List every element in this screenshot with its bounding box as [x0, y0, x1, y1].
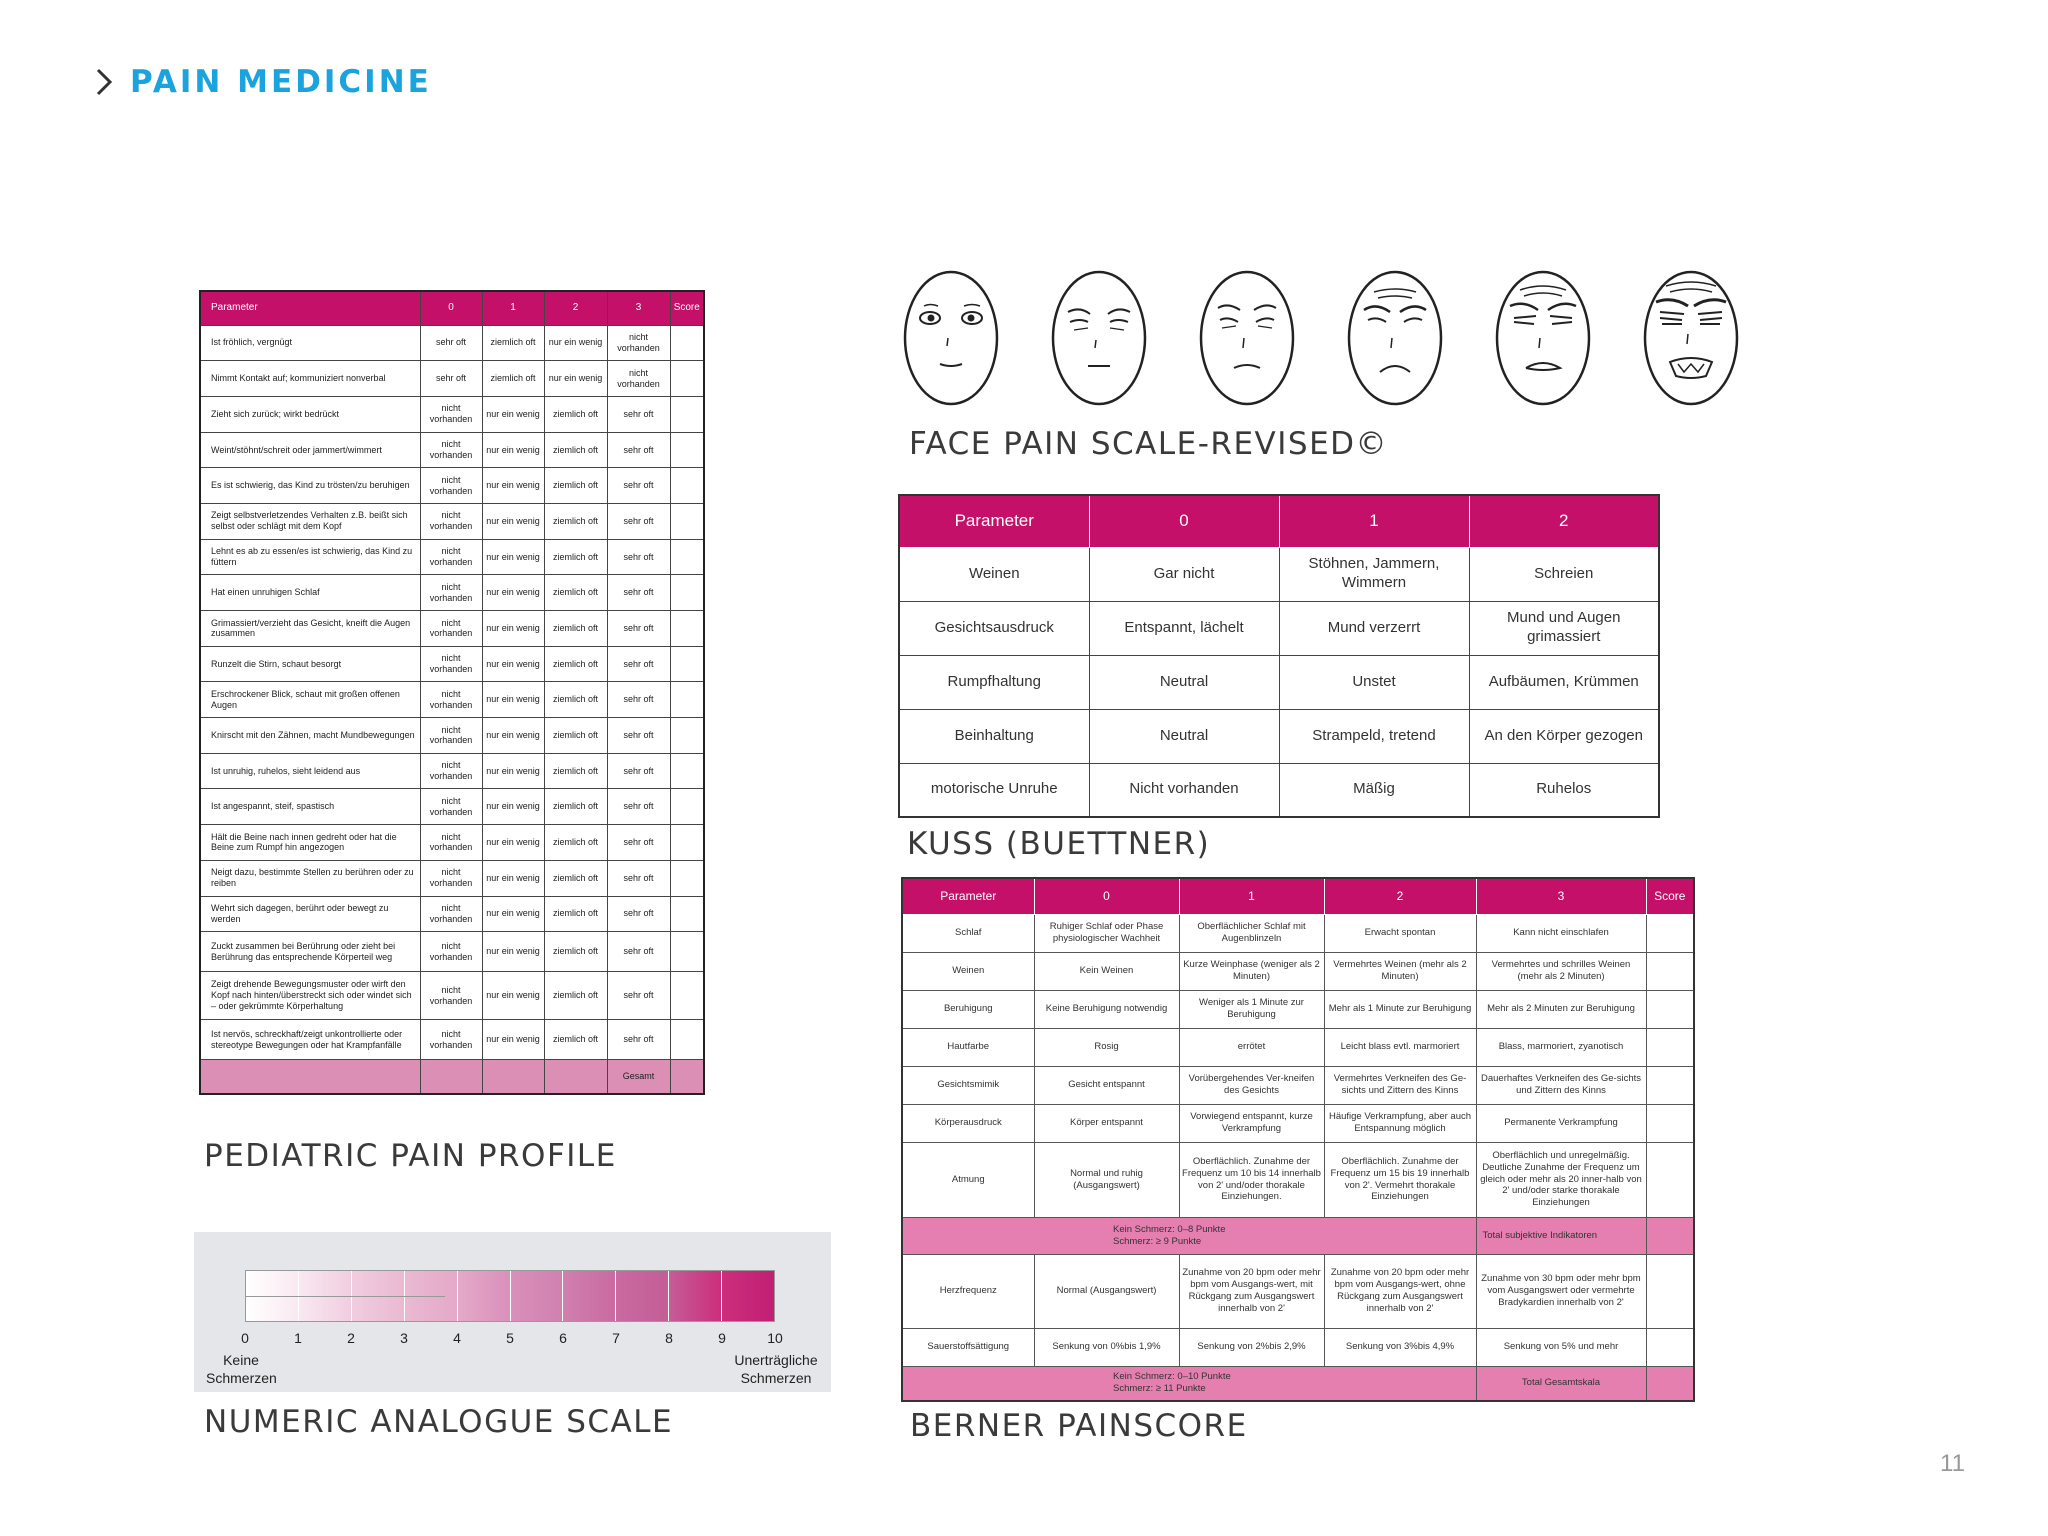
table-cell: ziemlich oft	[544, 468, 607, 504]
table-cell: Mund verzerrt	[1279, 601, 1469, 655]
score-cell[interactable]	[670, 825, 704, 861]
score-cell[interactable]	[1646, 990, 1694, 1028]
total-label: Gesamt	[607, 1060, 670, 1094]
score-cell[interactable]	[1646, 1066, 1694, 1104]
table-cell: ziemlich oft	[544, 789, 607, 825]
table-cell: nur ein wenig	[482, 468, 544, 504]
table-cell: nicht vorhanden	[420, 932, 482, 972]
table-row	[200, 718, 704, 754]
table-row	[200, 396, 704, 432]
table-cell: Körperausdruck	[902, 1104, 1034, 1142]
header-cell: 1	[1279, 495, 1469, 547]
table-cell: nur ein wenig	[482, 646, 544, 682]
score-cell[interactable]	[670, 503, 704, 539]
score-cell[interactable]	[670, 753, 704, 789]
face-0-icon	[900, 268, 1002, 408]
table-cell: Kein Weinen	[1034, 952, 1179, 990]
table-cell: nur ein wenig	[482, 682, 544, 718]
score-cell[interactable]	[670, 1020, 704, 1060]
table-header-row	[200, 291, 704, 325]
score-cell[interactable]	[670, 682, 704, 718]
scale-segment[interactable]	[616, 1271, 669, 1321]
table-cell: nur ein wenig	[482, 932, 544, 972]
table-cell: sehr oft	[607, 753, 670, 789]
score-cell[interactable]	[670, 646, 704, 682]
table-cell: nicht vorhanden	[420, 682, 482, 718]
table-cell: Beinhaltung	[899, 709, 1089, 763]
scale-right-label: Unerträgliche Schmerzen	[734, 1352, 818, 1386]
table-cell: Zunahme von 30 bpm oder mehr bpm vom Ausgangswert oder vermehrte Bradykardien innerhalb von 2'	[1476, 1254, 1646, 1328]
header-cell: Score	[670, 291, 704, 325]
score-cell[interactable]	[1646, 1254, 1694, 1328]
table-cell: ziemlich oft	[544, 972, 607, 1020]
total-criteria: Kein Schmerz: 0–10 Punkte Schmerz: ≥ 11 Punkte	[902, 1366, 1476, 1401]
score-cell[interactable]	[670, 932, 704, 972]
header-cell: 1	[1179, 878, 1324, 914]
table-cell: ziemlich oft	[544, 396, 607, 432]
table-cell: Kurze Weinphase (weniger als 2 Minuten)	[1179, 952, 1324, 990]
table-cell: nicht vorhanden	[420, 503, 482, 539]
table-cell: nicht vorhanden	[420, 432, 482, 468]
table-cell: Oberflächlich. Zunahme der Frequenz um 10 bis 14 innerhalb von 2' und/oder thorakale Einziehungen.	[1179, 1142, 1324, 1217]
table-header-row	[899, 495, 1659, 547]
table-cell: nicht vorhanden	[420, 718, 482, 754]
kuss-table	[898, 494, 1660, 818]
table-cell: nur ein wenig	[482, 972, 544, 1020]
scale-number: 2	[347, 1330, 355, 1346]
table-cell: Weinen	[902, 952, 1034, 990]
table-cell: Herzfrequenz	[902, 1254, 1034, 1328]
table-cell: Knirscht mit den Zähnen, macht Mundbewegungen	[200, 718, 420, 754]
table-row	[899, 547, 1659, 601]
table-cell: sehr oft	[607, 432, 670, 468]
score-cell[interactable]	[1646, 1104, 1694, 1142]
table-cell: Gesicht entspannt	[1034, 1066, 1179, 1104]
table-cell: nicht vorhanden	[420, 646, 482, 682]
table-cell: Ist fröhlich, vergnügt	[200, 325, 420, 361]
table-cell: Wehrt sich dagegen, berührt oder bewegt zu werden	[200, 896, 420, 932]
table-cell: Senkung von 2%bis 2,9%	[1179, 1328, 1324, 1366]
scale-segment[interactable]	[669, 1271, 722, 1321]
table-cell: sehr oft	[607, 539, 670, 575]
score-cell[interactable]	[1646, 1328, 1694, 1366]
score-cell[interactable]	[670, 575, 704, 611]
table-cell: sehr oft	[607, 825, 670, 861]
table-cell: Leicht blass evtl. marmoriert	[1324, 1028, 1476, 1066]
table-cell: Runzelt die Stirn, schaut besorgt	[200, 646, 420, 682]
table-cell: ziemlich oft	[482, 325, 544, 361]
table-cell: nicht vorhanden	[420, 972, 482, 1020]
table-cell: sehr oft	[607, 682, 670, 718]
table-cell: nicht vorhanden	[420, 1020, 482, 1060]
table-row	[200, 539, 704, 575]
face-2-icon	[1196, 268, 1298, 408]
table-cell: ziemlich oft	[544, 753, 607, 789]
table-cell: Ist unruhig, ruhelos, sieht leidend aus	[200, 753, 420, 789]
table-row	[902, 1254, 1694, 1328]
table-cell: nur ein wenig	[482, 396, 544, 432]
table-cell: Häufige Verkrampfung, aber auch Entspannung möglich	[1324, 1104, 1476, 1142]
table-cell: Oberflächlich und unregelmäßig. Deutliche Zunahme der Frequenz um gleich oder mehr als 20 inner-halb von 2' und/oder starke thorakale Einziehungen	[1476, 1142, 1646, 1217]
table-cell: nur ein wenig	[482, 539, 544, 575]
table-cell: motorische Unruhe	[899, 763, 1089, 817]
table-cell: Zeigt selbstverletzendes Verhalten z.B. beißt sich selbst oder schlägt mit dem Kopf	[200, 503, 420, 539]
table-cell: nicht vorhanden	[420, 753, 482, 789]
table-cell: sehr oft	[607, 611, 670, 647]
scale-number: 3	[400, 1330, 408, 1346]
table-cell: Atmung	[902, 1142, 1034, 1217]
table-cell: Weniger als 1 Minute zur Beruhigung	[1179, 990, 1324, 1028]
table-cell: Sauerstoffsättigung	[902, 1328, 1034, 1366]
face-1-icon	[1048, 268, 1150, 408]
table-cell: Senkung von 5% und mehr	[1476, 1328, 1646, 1366]
table-row	[902, 1328, 1694, 1366]
table-cell: Keine Beruhigung notwendig	[1034, 990, 1179, 1028]
table-row	[902, 990, 1694, 1028]
table-cell: Strampeld, tretend	[1279, 709, 1469, 763]
table-total-row	[200, 1060, 704, 1094]
table-row	[200, 361, 704, 397]
table-cell: Rumpfhaltung	[899, 655, 1089, 709]
subtotal-label: Total subjektive Indikatoren	[1476, 1217, 1646, 1254]
table-cell: ziemlich oft	[544, 1020, 607, 1060]
table-cell: Grimassiert/verzieht das Gesicht, kneift die Augen zusammen	[200, 611, 420, 647]
table-cell: Gesichtsmimik	[902, 1066, 1034, 1104]
table-row	[200, 1020, 704, 1060]
table-cell: ziemlich oft	[544, 575, 607, 611]
table-cell: Ruhelos	[1469, 763, 1659, 817]
table-cell: nur ein wenig	[482, 825, 544, 861]
scale-number: 10	[767, 1330, 783, 1346]
score-cell[interactable]	[670, 611, 704, 647]
table-cell: Rosig	[1034, 1028, 1179, 1066]
table-cell: Aufbäumen, Krümmen	[1469, 655, 1659, 709]
table-row	[200, 468, 704, 504]
table-cell: Lehnt es ab zu essen/es ist schwierig, das Kind zu füttern	[200, 539, 420, 575]
table-cell: Es ist schwierig, das Kind zu trösten/zu beruhigen	[200, 468, 420, 504]
table-cell: sehr oft	[607, 1020, 670, 1060]
table-cell: Blass, marmoriert, zyanotisch	[1476, 1028, 1646, 1066]
table-row	[200, 972, 704, 1020]
table-cell: sehr oft	[607, 718, 670, 754]
table-cell: sehr oft	[607, 789, 670, 825]
header-cell: 0	[1089, 495, 1279, 547]
table-cell: Oberflächlich. Zunahme der Frequenz um 15 bis 19 innerhalb von 2'. Vermehrt thorakale Einziehungen	[1324, 1142, 1476, 1217]
table-row	[902, 1028, 1694, 1066]
numeric-analogue-scale	[194, 1232, 831, 1392]
table-cell: sehr oft	[607, 972, 670, 1020]
table-row	[899, 601, 1659, 655]
table-cell: Senkung von 0%bis 1,9%	[1034, 1328, 1179, 1366]
table-cell: ziemlich oft	[544, 718, 607, 754]
table-row	[200, 325, 704, 361]
nas-title: NUMERIC ANALOGUE SCALE	[204, 1404, 674, 1440]
table-cell: sehr oft	[607, 932, 670, 972]
table-cell: Weint/stöhnt/schreit oder jammert/wimmert	[200, 432, 420, 468]
face-3-icon	[1344, 268, 1446, 408]
table-row	[200, 575, 704, 611]
total-row	[902, 1366, 1694, 1401]
berner-title: BERNER PAINSCORE	[910, 1408, 1248, 1444]
table-cell: nur ein wenig	[482, 432, 544, 468]
section-header	[90, 60, 432, 104]
table-cell: nicht vorhanden	[420, 860, 482, 896]
kuss-title: KUSS (BUETTNER)	[907, 826, 1211, 862]
table-cell: Hat einen unruhigen Schlaf	[200, 575, 420, 611]
table-cell: Neutral	[1089, 655, 1279, 709]
scale-left-label: Keine Schmerzen	[206, 1352, 277, 1386]
table-cell: Normal und ruhig (Ausgangswert)	[1034, 1142, 1179, 1217]
table-cell: Oberflächlicher Schlaf mit Augenblinzeln	[1179, 914, 1324, 952]
section-title: PAIN MEDICINE	[130, 64, 432, 100]
table-cell: ziemlich oft	[544, 825, 607, 861]
table-row	[200, 503, 704, 539]
score-cell[interactable]	[670, 468, 704, 504]
table-cell: Ist angespannt, steif, spastisch	[200, 789, 420, 825]
table-cell: Zeigt drehende Bewegungsmuster oder wirft den Kopf nach hinten/überstreckt sich oder windet sich – oder gekrümmte Körperhaltung	[200, 972, 420, 1020]
score-cell[interactable]	[670, 361, 704, 397]
table-cell: Normal (Ausgangswert)	[1034, 1254, 1179, 1328]
table-cell: Nimmt Kontakt auf; kommuniziert nonverbal	[200, 361, 420, 397]
header-cell: 2	[1469, 495, 1659, 547]
fps-title: FACE PAIN SCALE-REVISED©	[909, 426, 1389, 462]
table-cell: ziemlich oft	[544, 896, 607, 932]
table-cell: ziemlich oft	[482, 361, 544, 397]
table-cell: Stöhnen, Jammern, Wimmern	[1279, 547, 1469, 601]
face-4-icon	[1492, 268, 1594, 408]
score-cell[interactable]	[670, 325, 704, 361]
score-cell[interactable]	[670, 718, 704, 754]
table-cell: sehr oft	[607, 575, 670, 611]
scale-number: 9	[718, 1330, 726, 1346]
scale-number: 6	[559, 1330, 567, 1346]
table-cell: sehr oft	[420, 361, 482, 397]
table-cell: Entspannt, lächelt	[1089, 601, 1279, 655]
score-cell[interactable]	[670, 789, 704, 825]
table-row	[200, 682, 704, 718]
table-cell: Ist nervös, schreckhaft/zeigt unkontrollierte oder stereotype Bewegungen oder hat Krampfanfälle	[200, 1020, 420, 1060]
score-cell[interactable]	[670, 972, 704, 1020]
score-cell[interactable]	[1646, 1028, 1694, 1066]
scale-number: 0	[241, 1330, 249, 1346]
score-cell[interactable]	[670, 860, 704, 896]
header-cell: Parameter	[200, 291, 420, 325]
score-cell[interactable]	[670, 396, 704, 432]
table-cell: Unstet	[1279, 655, 1469, 709]
face-pain-scale-faces	[900, 268, 1746, 408]
table-cell: Gar nicht	[1089, 547, 1279, 601]
table-cell: ziemlich oft	[544, 503, 607, 539]
table-cell: Neigt dazu, bestimmte Stellen zu berühren oder zu reiben	[200, 860, 420, 896]
table-cell: Hautfarbe	[902, 1028, 1034, 1066]
score-cell[interactable]	[670, 432, 704, 468]
table-cell: ziemlich oft	[544, 932, 607, 972]
table-cell: Vorwiegend entspannt, kurze Verkrampfung	[1179, 1104, 1324, 1142]
scale-number: 4	[453, 1330, 461, 1346]
table-cell: Gesichtsausdruck	[899, 601, 1089, 655]
table-cell: sehr oft	[607, 646, 670, 682]
table-cell: Nicht vorhanden	[1089, 763, 1279, 817]
table-row	[200, 753, 704, 789]
table-cell: ziemlich oft	[544, 682, 607, 718]
table-row	[200, 896, 704, 932]
header-cell: 0	[420, 291, 482, 325]
table-cell: nur ein wenig	[482, 575, 544, 611]
score-cell[interactable]	[1646, 1142, 1694, 1217]
table-cell: Mäßig	[1279, 763, 1469, 817]
table-cell: Schlaf	[902, 914, 1034, 952]
table-cell: sehr oft	[607, 396, 670, 432]
table-cell: Körper entspannt	[1034, 1104, 1179, 1142]
table-cell: Weinen	[899, 547, 1089, 601]
scale-number: 1	[294, 1330, 302, 1346]
table-cell: nur ein wenig	[482, 1020, 544, 1060]
table-cell: Vermehrtes Weinen (mehr als 2 Minuten)	[1324, 952, 1476, 990]
score-cell[interactable]	[670, 896, 704, 932]
table-cell: sehr oft	[420, 325, 482, 361]
header-cell: Parameter	[899, 495, 1089, 547]
table-cell: Senkung von 3%bis 4,9%	[1324, 1328, 1476, 1366]
scale-number: 5	[506, 1330, 514, 1346]
table-row	[902, 952, 1694, 990]
table-cell: Mehr als 2 Minuten zur Beruhigung	[1476, 990, 1646, 1028]
table-cell: Zuckt zusammen bei Berührung oder zieht bei Berührung das entsprechende Körperteil weg	[200, 932, 420, 972]
table-cell: nur ein wenig	[482, 503, 544, 539]
header-cell: 2	[1324, 878, 1476, 914]
table-cell: Kann nicht einschlafen	[1476, 914, 1646, 952]
table-cell: Permanente Verkrampfung	[1476, 1104, 1646, 1142]
table-row	[902, 1142, 1694, 1217]
table-row	[200, 432, 704, 468]
berner-painscore-table	[901, 877, 1695, 1402]
table-cell: sehr oft	[607, 468, 670, 504]
score-cell[interactable]	[670, 539, 704, 575]
table-cell: Erschrockener Blick, schaut mit großen offenen Augen	[200, 682, 420, 718]
table-row	[899, 709, 1659, 763]
table-cell: sehr oft	[607, 860, 670, 896]
table-row	[200, 789, 704, 825]
table-cell: Dauerhaftes Verkneifen des Ge-sichts und Zittern des Kinns	[1476, 1066, 1646, 1104]
table-row	[899, 655, 1659, 709]
subtotal-row	[902, 1217, 1694, 1254]
table-cell: sehr oft	[607, 896, 670, 932]
table-cell: ziemlich oft	[544, 646, 607, 682]
table-cell: Zieht sich zurück; wirkt bedrückt	[200, 396, 420, 432]
ppp-title: PEDIATRIC PAIN PROFILE	[204, 1138, 617, 1174]
page-number: 11	[1940, 1450, 1965, 1477]
table-cell: nur ein wenig	[482, 718, 544, 754]
table-cell: ziemlich oft	[544, 539, 607, 575]
scale-segment[interactable]	[563, 1271, 616, 1321]
table-cell: An den Körper gezogen	[1469, 709, 1659, 763]
table-cell: nicht vorhanden	[420, 789, 482, 825]
face-5-icon	[1640, 268, 1742, 408]
table-cell: errötet	[1179, 1028, 1324, 1066]
score-cell[interactable]	[1646, 952, 1694, 990]
table-cell: nur ein wenig	[482, 896, 544, 932]
pediatric-pain-profile-table	[199, 290, 705, 1095]
table-cell: Ruhiger Schlaf oder Phase physiologischer Wachheit	[1034, 914, 1179, 952]
table-cell: Neutral	[1089, 709, 1279, 763]
table-cell: nicht vorhanden	[607, 325, 670, 361]
total-label: Total Gesamtskala	[1476, 1366, 1646, 1401]
header-cell: 0	[1034, 878, 1179, 914]
table-cell: nicht vorhanden	[420, 611, 482, 647]
table-cell: Beruhigung	[902, 990, 1034, 1028]
table-cell: Schreien	[1469, 547, 1659, 601]
table-cell: nur ein wenig	[544, 325, 607, 361]
table-cell: nur ein wenig	[544, 361, 607, 397]
scale-number: 8	[665, 1330, 673, 1346]
table-row	[902, 914, 1694, 952]
table-row	[200, 646, 704, 682]
table-cell: nicht vorhanden	[420, 539, 482, 575]
table-cell: ziemlich oft	[544, 611, 607, 647]
table-cell: Erwacht spontan	[1324, 914, 1476, 952]
table-header-row	[902, 878, 1694, 914]
scale-segment[interactable]	[511, 1271, 564, 1321]
header-cell: 3	[607, 291, 670, 325]
table-cell: nicht vorhanden	[420, 396, 482, 432]
table-cell: nicht vorhanden	[420, 468, 482, 504]
table-cell: Mehr als 1 Minute zur Beruhigung	[1324, 990, 1476, 1028]
chevron-right-icon	[90, 66, 120, 98]
table-cell: nur ein wenig	[482, 789, 544, 825]
header-cell: 2	[544, 291, 607, 325]
table-cell: Vermehrtes Verkneifen des Ge-sichts und Zittern des Kinns	[1324, 1066, 1476, 1104]
table-cell: sehr oft	[607, 503, 670, 539]
table-cell: nur ein wenig	[482, 860, 544, 896]
scale-number: 7	[612, 1330, 620, 1346]
table-cell: Vorübergehendes Ver-kneifen des Gesichts	[1179, 1066, 1324, 1104]
header-cell: Score	[1646, 878, 1694, 914]
scale-segment[interactable]	[722, 1271, 774, 1321]
table-cell: ziemlich oft	[544, 432, 607, 468]
header-cell: Parameter	[902, 878, 1034, 914]
subtotal-criteria: Kein Schmerz: 0–8 Punkte Schmerz: ≥ 9 Punkte	[902, 1217, 1476, 1254]
table-cell: nicht vorhanden	[420, 896, 482, 932]
table-cell: Vermehrtes und schrilles Weinen (mehr als 2 Minuten)	[1476, 952, 1646, 990]
table-row	[200, 860, 704, 896]
scale-segment[interactable]	[458, 1271, 511, 1321]
table-cell: nur ein wenig	[482, 753, 544, 789]
table-row	[902, 1104, 1694, 1142]
table-cell: nicht vorhanden	[420, 575, 482, 611]
table-row	[200, 611, 704, 647]
table-cell: Zunahme von 20 bpm oder mehr bpm vom Ausgangs-wert, mit Rückgang zum Ausgangswert innerhalb von 2'	[1179, 1254, 1324, 1328]
table-cell: Mund und Augen grimassiert	[1469, 601, 1659, 655]
table-row	[902, 1066, 1694, 1104]
table-row	[899, 763, 1659, 817]
table-cell: nicht vorhanden	[420, 825, 482, 861]
table-cell: ziemlich oft	[544, 860, 607, 896]
table-cell: Hält die Beine nach innen gedreht oder hat die Beine zum Rumpf hin angezogen	[200, 825, 420, 861]
table-row	[200, 932, 704, 972]
score-cell[interactable]	[1646, 914, 1694, 952]
header-cell: 1	[482, 291, 544, 325]
table-row	[200, 825, 704, 861]
table-cell: nur ein wenig	[482, 611, 544, 647]
table-cell: nicht vorhanden	[607, 361, 670, 397]
header-cell: 3	[1476, 878, 1646, 914]
scale-line	[245, 1296, 445, 1297]
table-cell: Zunahme von 20 bpm oder mehr bpm vom Ausgangs-wert, ohne Rückgang zum Ausgangswert innerhalb von 2'	[1324, 1254, 1476, 1328]
